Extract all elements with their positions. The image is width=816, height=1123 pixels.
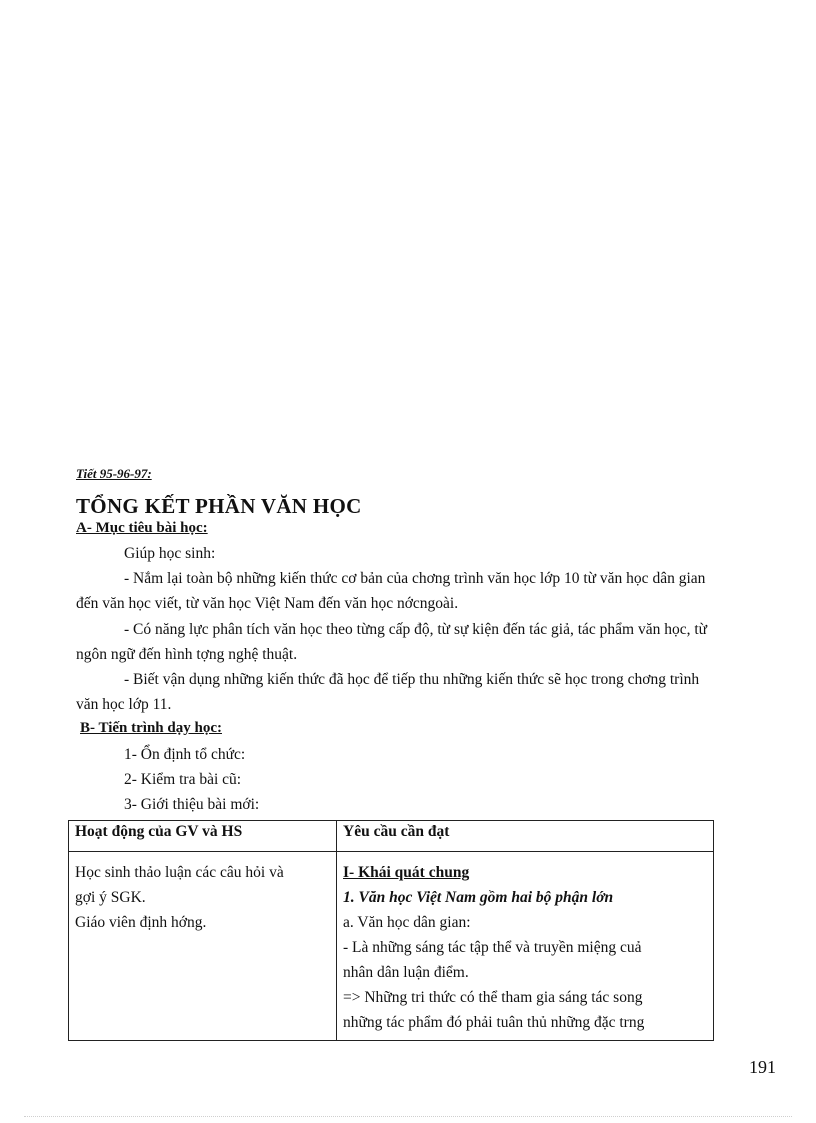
objective-line: - Nắm lại toàn bộ những kiến thức cơ bản của chơng trình văn học lớp 10 từ văn học dân gian xyxy=(124,570,706,587)
table-row xyxy=(69,852,714,1041)
cell-line: Học sinh thảo luận các câu hỏi và xyxy=(75,864,284,881)
cell-line: nhân dân luận điểm. xyxy=(343,964,469,981)
section-a-heading: A- Mục tiêu bài học: xyxy=(76,520,208,536)
cell-line: những tác phẩm đó phải tuân thủ những đặc trng xyxy=(343,1014,645,1031)
activity-table xyxy=(68,820,714,1041)
objective-line: ngôn ngữ đến hình tợng nghệ thuật. xyxy=(76,646,298,663)
requirements-subheading: 1. Văn học Việt Nam gồm hai bộ phận lớn xyxy=(343,889,614,906)
table-header-requirements: Yêu cầu cần đạt xyxy=(337,821,714,852)
table-header-activity: Hoạt động của GV và HS xyxy=(69,821,337,852)
requirements-heading: I- Khái quát chung xyxy=(343,864,470,881)
cell-line: - Là những sáng tác tập thể và truyền miệng cuả xyxy=(343,939,642,956)
page-number: 191 xyxy=(749,1057,776,1077)
cell-line: Giáo viên định hớng. xyxy=(75,914,207,931)
objective-line: văn học lớp 11. xyxy=(76,696,172,713)
section-a-intro: Giúp học sinh: xyxy=(124,545,216,562)
cell-line: a. Văn học dân gian: xyxy=(343,914,471,931)
step-item: 3- Giới thiệu bài mới: xyxy=(124,796,260,813)
activity-cell xyxy=(69,852,337,1041)
section-b-heading: B- Tiến trình dạy học: xyxy=(80,720,222,736)
objective-line: đến văn học viết, từ văn học Việt Nam đến văn học nớcngoài. xyxy=(76,595,459,612)
page-title: TỔNG KẾT PHẦN VĂN HỌC xyxy=(76,494,362,518)
objective-line: - Có năng lực phân tích văn học theo từng cấp độ, từ sự kiện đến tác giả, tác phẩm văn học, từ xyxy=(124,621,708,638)
page-bottom-divider xyxy=(24,1116,792,1117)
step-item: 2- Kiểm tra bài cũ: xyxy=(124,771,242,788)
lesson-label: Tiết 95-96-97: xyxy=(76,466,152,481)
step-item: 1- Ổn định tổ chức: xyxy=(124,746,246,763)
table-header-row xyxy=(69,821,714,852)
cell-line: gợi ý SGK. xyxy=(75,889,146,906)
requirements-cell xyxy=(337,852,714,1041)
objective-line: - Biết vận dụng những kiến thức đã học để tiếp thu những kiến thức sẽ học trong chơng trình xyxy=(124,671,700,688)
cell-line: => Những tri thức có thể tham gia sáng tác song xyxy=(343,989,643,1006)
